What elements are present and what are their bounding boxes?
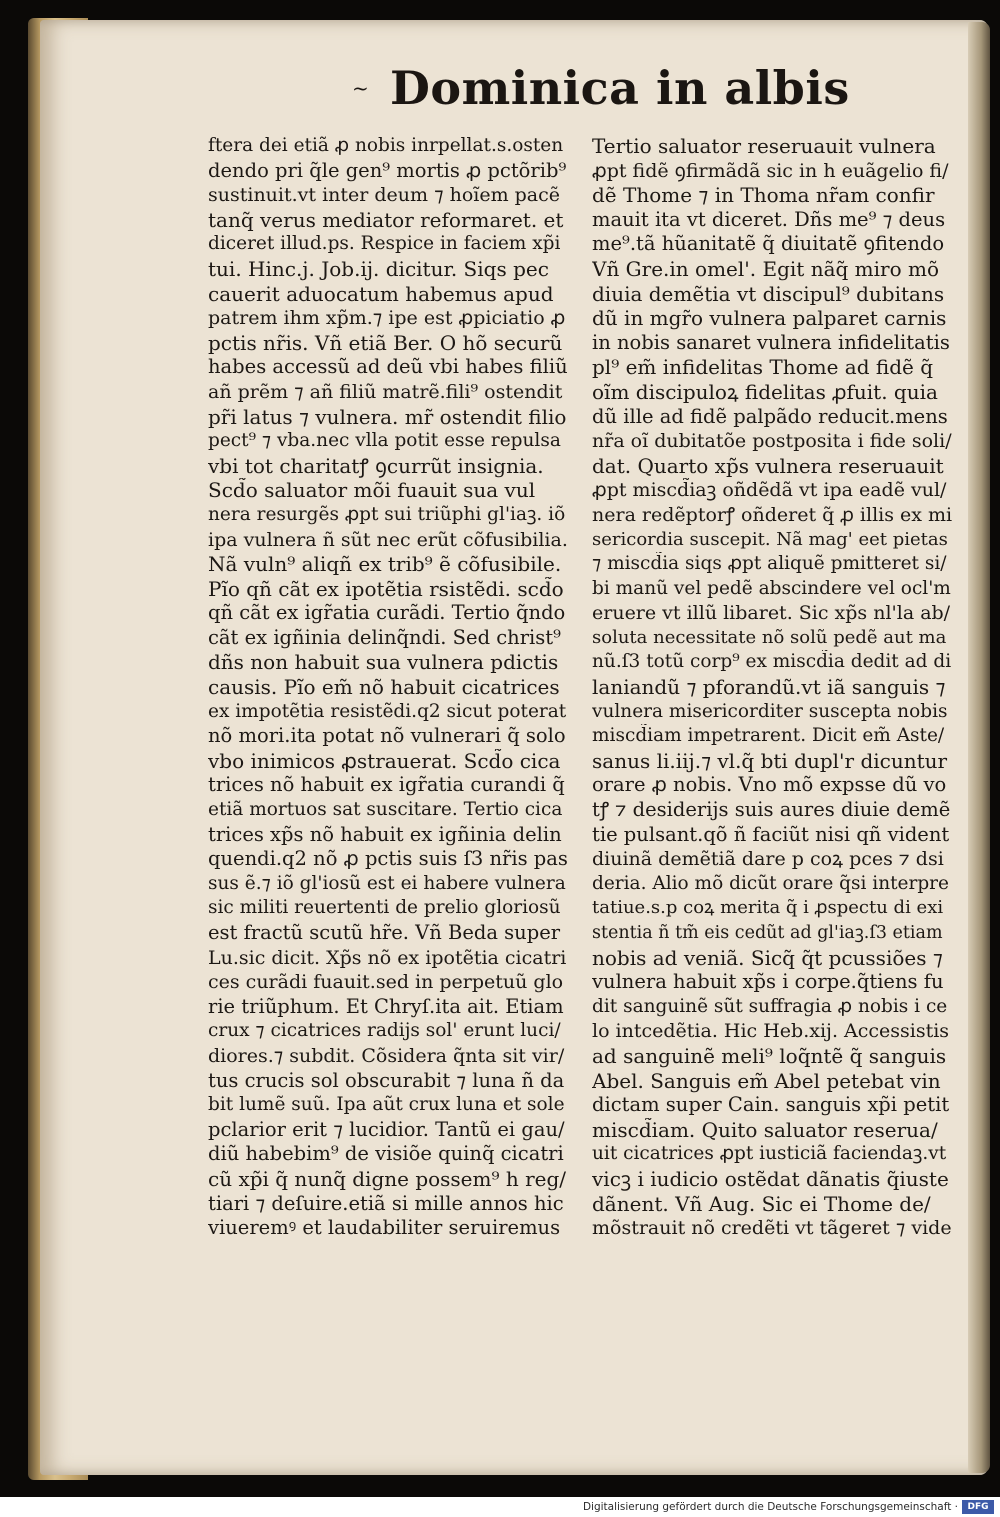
text-line: vicꝫ i iudicio ostẽdat dãnatis q̃iuste [592, 1166, 949, 1191]
text-line: nr̃a oĩ dubitatõe postposita i fide soli/ [592, 430, 952, 453]
text-line: viueremꝰ et laudabiliter seruiremus [208, 1216, 561, 1240]
text-line: me⁹.tã hũanitatẽ q̃ diuitatẽ ꝯfitendo [592, 232, 945, 256]
text-line: vbo inimicos ꝓstrauerat. Scd̃o cica [208, 748, 561, 773]
text-line: tꝭ ⁊ desiderijs suis aures diuie demẽ [592, 798, 951, 822]
text-line: dendo pri q̃le gen⁹ mortis ꝓ pctõrib⁹ [208, 158, 567, 182]
text-line: soluta necessitate nõ solũ pedẽ aut ma [592, 626, 947, 648]
text-line: diũ habebim⁹ de visiõe quinq̃ cicatri [208, 1142, 564, 1166]
text-line: diceret illud.ps. Respice in faciem xp̃i [208, 233, 561, 255]
text-line: ad sanguinẽ meli⁹ loq̃ntẽ q̃ sanguis [592, 1043, 947, 1068]
text-line: sic militi reuertenti de prelio gloriosũ [208, 897, 561, 919]
text-line: orare ꝓ nobis. Vno mõ expsse dũ vo [592, 773, 947, 797]
right-text-column [592, 134, 952, 1241]
text-line: stentia ñ tm̃ eis cedũt ad gl'iaꝫ.ſ3 etiam [592, 923, 943, 943]
text-line: ex impotẽtia resistẽdi.q2 sicut poterat [208, 700, 567, 722]
text-line: dũ in mgr̃o vulnera palparet carnis [592, 306, 947, 331]
text-line: Pĩo qñ cãt ex ipotẽtia rsistẽdi. scd̃o [208, 576, 564, 601]
text-line: bi manũ vel pedẽ abscindere vel ocl'm [592, 577, 951, 599]
text-line: nera resurgẽs ꝓpt sui triũphi gl'iaꝫ. iõ [208, 503, 566, 525]
text-line: ꝓpt miscd̃iaꝫ oñdẽdã vt ipa eadẽ vul/ [592, 479, 947, 502]
text-line: Vñ Gre.in omel'. Egit nãq̃ miro mõ [592, 256, 939, 281]
text-line: dat. Quarto xp̃s vulnera reseruauit [592, 453, 944, 478]
text-line: ⁊ miscd̃ia siqs ꝓpt aliquẽ pmitteret si/ [592, 553, 947, 575]
text-line: añ prẽm ⁊ añ filiũ matrẽ.fili⁹ ostendit [208, 380, 563, 403]
text-line: sus ẽ.⁊ iõ gl'iosũ est ei habere vulnera [208, 872, 566, 894]
text-line: Tertio saluator reseruauit vulnera [592, 134, 936, 158]
text-line: dẽ Thome ⁊ in Thoma nr̃am confir [592, 183, 935, 208]
text-line: vulnera habuit xp̃s i corpe.q̃tiens fu [592, 970, 944, 994]
text-line: bit lumẽ suũ. Ipa aũt crux luna et sole [208, 1094, 565, 1116]
text-line: diuia demẽtia vt discipul⁹ dubitans [592, 281, 945, 306]
left-text-column [208, 134, 568, 1241]
text-line: dit sanguinẽ sũt suffragia ꝓ nobis i ce [592, 995, 948, 1017]
text-line: ftera dei etiã ꝓ nobis inrpellat.s.osten [208, 135, 564, 156]
text-line: ipa vulnera ñ sũt nec erũt cõfusibilia. [208, 528, 568, 551]
text-line: mauit ita vt diceret. Dñs me⁹ ⁊ deus [592, 207, 946, 231]
text-line: ꝓpt fidẽ ꝯfirmãdã sic in h euãgelio fi/ [592, 159, 949, 182]
text-line: etiã mortuos sat suscitare. Tertio cica [208, 799, 563, 821]
text-line: rie triũphum. Et Chryſ.ita ait. Etiam [208, 994, 564, 1018]
text-line: Nã vuln⁹ aliqñ ex trib⁹ ẽ cõfusibile. [208, 552, 562, 577]
text-line: sanus li.iij.⁊ vl.q̃ bti dupl'r dicuntur [592, 748, 948, 773]
text-line: diuinã demẽtiã dare p coꝝ pces ⁊ dsi [592, 848, 944, 871]
text-line: vbi tot charitatꝭ ꝯcurrũt insignia. [208, 453, 544, 478]
text-line: crux ⁊ cicatrices radijs sol' erunt luci/ [208, 1020, 561, 1042]
text-line: tatiue.s.p coꝝ merita q̃ i ꝓspectu di exi [592, 897, 944, 919]
text-line: miscd̃iam. Quito saluator reserua/ [592, 1117, 938, 1142]
text-line: est fractũ scutũ hr̃e. Vñ Beda super [208, 921, 561, 944]
text-line: vulnera misericorditer suscepta nobis [592, 700, 948, 722]
book-edge-right [968, 22, 990, 1473]
text-line: diores.⁊ subdit. Cõsidera q̃nta sit vir/ [208, 1044, 565, 1067]
text-line: cãt ex igñinia delinq̃ndi. Sed christ⁹ [208, 625, 561, 649]
text-line: pctis nr̃is. Vñ etiã Ber. O hõ securũ [208, 330, 563, 355]
dfg-logo: DFG [962, 1500, 994, 1514]
text-line: in nobis sanaret vulnera infidelitatis [592, 330, 950, 354]
text-line: tanq̃ verus mediator reformaret. et [208, 207, 564, 232]
text-line: dũ ille ad fidẽ palpãdo reducit.mens [592, 404, 948, 428]
text-line: pr̃i latus ⁊ vulnera. mr̃ ostendit filio [208, 404, 567, 429]
text-line: pclarior erit ⁊ lucidior. Tantũ ei gau/ [208, 1117, 565, 1141]
text-line: causis. Pĩo em̃ nõ habuit cicatrices [208, 675, 560, 700]
text-line: lo intcedẽtia. Hic Heb.xij. Accessistis [592, 1020, 950, 1043]
text-line: miscd̃iam impetrarent. Dicit em̃ Aste/ [592, 725, 945, 747]
text-line: Abel. Sanguis em̃ Abel petebat vin [592, 1068, 941, 1093]
text-line: trices nõ habuit ex igr̃atia curandi q̃ [208, 773, 565, 797]
running-head: Dominica in albis [390, 61, 850, 115]
text-line: tie pulsant.qõ ñ faciũt nisi qñ vident [592, 822, 950, 846]
text-line: tui. Hinc.j. Job.ij. dicitur. Siqs pec [208, 256, 549, 281]
text-line: laniandũ ⁊ pforandũ.vt iã sanguis ⁊ [592, 675, 946, 700]
text-line: nobis ad veniã. Sicq̃ q̃t pcussiões ⁊ [592, 945, 943, 970]
text-line: Lu.sic dicit. Xp̃s nõ ex ipotẽtia cicatri [208, 946, 567, 969]
text-line: dãnent. Vñ Aug. Sic ei Thome de/ [592, 1191, 931, 1216]
text-line: habes accessũ ad deũ vbi habes filiũ [208, 355, 568, 379]
text-line: nũ.ſ3 totũ corp⁹ ex miscd̃ia dedit ad di [592, 651, 952, 673]
text-line: trices xp̃s nõ habuit ex igñinia delin [208, 822, 562, 846]
text-line: cũ xp̃i q̃ nunq̃ digne possem⁹ h reg/ [208, 1166, 567, 1191]
text-line: sericordia suscepit. Nã mag' eet pietas [592, 528, 948, 550]
text-line: uit cicatrices ꝓpt iusticiã faciendaꝫ.vt [592, 1143, 947, 1165]
head-ornament: ~ [352, 76, 369, 100]
text-line: pect⁹ ⁊ vba.nec vlla potit esse repulsa [208, 430, 561, 452]
text-line: dñs non habuit sua vulnera pdictis [208, 650, 559, 675]
text-line: Scd̃o saluator mõi fuauit sua vul [208, 478, 536, 503]
text-line: pl⁹ em̃ infidelitas Thome ad fidẽ q̃ [592, 355, 934, 380]
text-line: qñ cãt ex igr̃atia curãdi. Tertio q̃ndo [208, 601, 566, 625]
text-line: dictam super Cain. sanguis xp̃i petit [592, 1093, 950, 1117]
text-line: cauerit aduocatum habemus apud [208, 281, 554, 306]
text-line: nera redẽptorꝭ oñderet q̃ ꝓ illis ex mi [592, 503, 952, 526]
text-line: mõstrauit nõ credẽti vt tãgeret ⁊ vide [592, 1217, 952, 1240]
text-line: ces curãdi fuauit.sed in perpetuũ glo [208, 971, 564, 994]
text-line: quendi.q2 nõ ꝓ pctis suis ſ3 nr̃is pas [208, 847, 568, 871]
text-line: oĩm discipuloꝝ fidelitas ꝓfuit. quia [592, 379, 938, 404]
text-line: patrem ihm xp̃m.⁊ ipe est ꝓpiciatio ꝓ [208, 307, 566, 330]
text-line: tus crucis sol obscurabit ⁊ luna ñ da [208, 1068, 565, 1092]
funding-credit: Digitalisierung gefördert durch die Deutsche Forschungsgemeinschaft · [582, 1501, 958, 1513]
text-line: nõ mori.ita potat nõ vulnerari q̃ solo [208, 724, 566, 748]
text-line: tiari ⁊ deſuire.etiã si mille annos hic [208, 1191, 564, 1215]
text-line: eruere vt illũ libaret. Sic xp̃s nl'la ab/ [592, 602, 951, 625]
text-line: sustinuit.vt inter deum ⁊ hoĩem pacẽ [208, 184, 561, 207]
text-line: deria. Alio mõ dicũt orare q̃si interpre [592, 872, 949, 894]
